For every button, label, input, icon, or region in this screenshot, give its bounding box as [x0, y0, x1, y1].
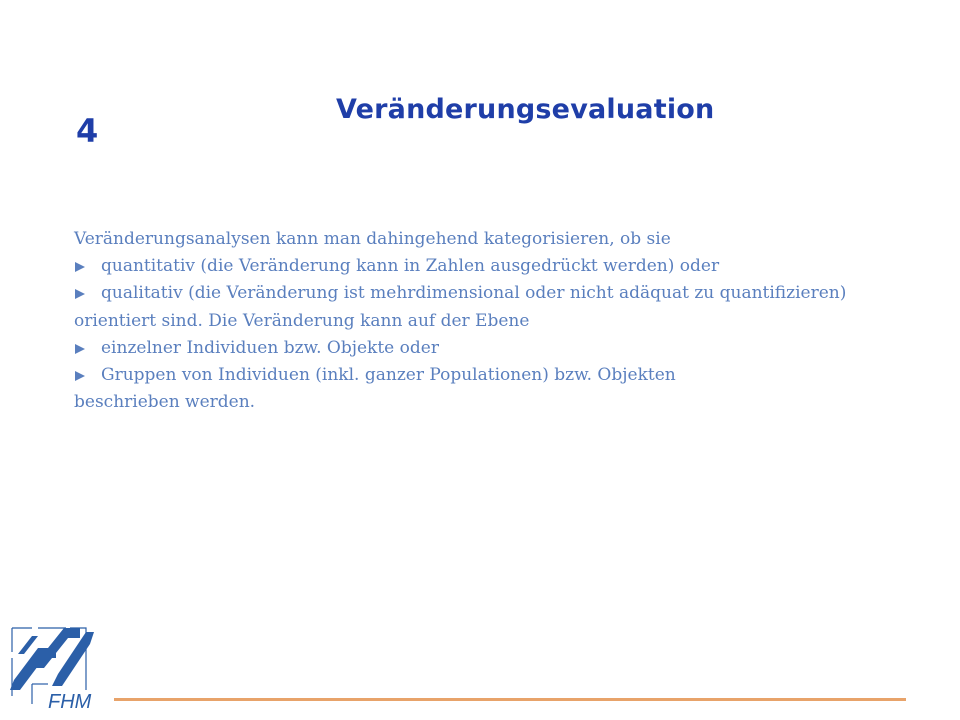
list-item	[74, 280, 894, 307]
footer-divider	[114, 698, 906, 701]
logo-text: FHM	[48, 691, 92, 713]
list-item	[74, 253, 894, 280]
list-item	[74, 335, 894, 362]
triangle-bullet-icon	[75, 371, 85, 381]
bullet-list-level	[74, 335, 894, 389]
list-item-text: qualitativ (die Veränderung ist mehrdimensional oder nicht adäquat zu quantifizieren)	[101, 283, 847, 304]
body-text-block	[74, 226, 894, 416]
triangle-bullet-icon	[75, 289, 85, 299]
bullet-list-orientation	[74, 253, 894, 307]
list-item-text: einzelner Individuen bzw. Objekte oder	[101, 337, 439, 358]
list-item-text: quantitativ (die Veränderung kann in Zahlen ausgedrückt werden) oder	[101, 256, 720, 277]
list-item-text: Gruppen von Individuen (inkl. ganzer Populationen) bzw. Objekten	[101, 365, 676, 386]
closing-paragraph: beschrieben werden.	[74, 392, 256, 413]
triangle-bullet-icon	[75, 344, 85, 354]
intro-paragraph: Veränderungsanalysen kann man dahingehend kategorisieren, ob sie	[74, 229, 671, 249]
triangle-bullet-icon	[75, 262, 85, 272]
fhm-logo	[8, 624, 108, 716]
list-item	[74, 362, 894, 389]
middle-paragraph: orientiert sind. Die Veränderung kann auf der Ebene	[74, 310, 530, 331]
slide-title: Veränderungsevaluation	[336, 94, 715, 125]
slide-number: 4	[76, 112, 99, 150]
